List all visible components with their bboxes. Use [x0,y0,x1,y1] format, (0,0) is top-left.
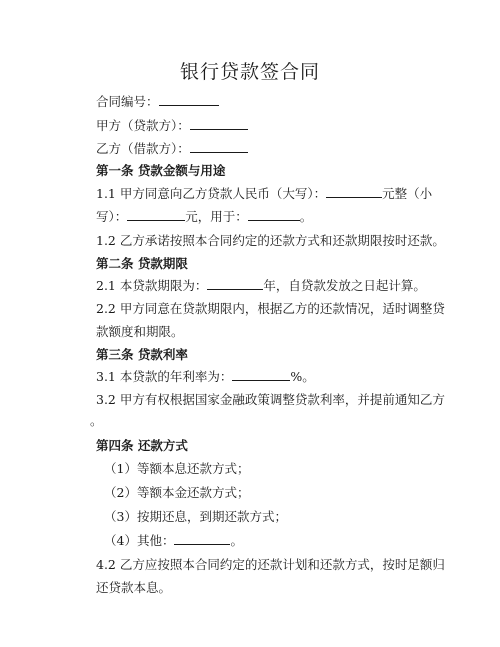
party-b-label: 乙方（借款方）： [96,141,190,156]
contract-number-blank[interactable] [159,93,219,106]
article-4-clause-2-line-1: 4.2 乙方应按照本合同约定的还款计划和还款方式，按时足额归 [96,557,445,572]
party-a-label: 甲方（贷款方）： [96,118,190,133]
party-b-blank[interactable] [190,140,248,153]
clause-text: 写）： [96,209,128,224]
article-2-clause-2-line-1: 2.2 甲方同意在贷款期限内，根据乙方的还款情况，适时调整贷 [96,301,445,316]
purpose-blank[interactable] [248,208,300,221]
amount-figures-blank[interactable] [127,208,185,221]
clause-text: 元，用于： [185,209,248,224]
article-3-heading: 第三条 贷款利率 [96,347,188,362]
interest-rate-blank[interactable] [232,368,290,381]
party-b-line [96,140,436,158]
repayment-option-2: （2）等额本金还款方式； [104,485,250,500]
contract-number-line [96,93,436,111]
clause-text: 。 [230,533,243,548]
term-years-blank[interactable] [207,277,263,290]
clause-text: 1.1 甲方同意向乙方贷款人民币（大写）： [96,186,327,201]
article-2-clause-2-line-2: 款额度和期限。 [96,324,184,339]
clause-text: 年，自贷款发放之日起计算。 [263,278,426,293]
amount-words-blank[interactable] [326,185,382,198]
article-3-clause-2-line-2: 。 [90,413,103,428]
article-1-clause-1-line-1 [96,185,436,203]
article-3-clause-2-line-1: 3.2 甲方有权根据国家金融政策调整贷款利率，并提前通知乙方 [96,392,445,407]
other-method-blank[interactable] [174,532,230,545]
article-4-clause-2-line-2: 还贷款本息。 [96,580,172,595]
clause-text: 3.1 本贷款的年利率为： [96,369,233,384]
clause-text: （4）其他： [104,533,175,548]
article-2-clause-1 [96,277,436,295]
contract-number-label: 合同编号： [96,94,159,109]
repayment-option-3: （3）按期还息，到期还款方式； [104,509,287,524]
article-1-heading: 第一条 贷款金额与用途 [96,163,226,178]
article-2-heading: 第二条 贷款期限 [96,256,188,271]
repayment-option-1: （1）等额本息还款方式； [104,461,250,476]
clause-text: %。 [290,369,315,384]
party-a-blank[interactable] [190,117,248,130]
clause-text: 2.1 本贷款期限为： [96,278,208,293]
article-4-heading: 第四条 还款方式 [96,438,188,453]
article-1-clause-1-line-2 [96,208,436,226]
article-3-clause-1 [96,368,436,386]
clause-text: 元整（小 [382,186,433,201]
clause-text: 。 [299,209,313,224]
document-title: 银行贷款签合同 [179,61,320,83]
party-a-line [96,117,436,135]
article-1-clause-2: 1.2 乙方承诺按照本合同约定的还款方式和还款期限按时还款。 [96,233,445,248]
repayment-option-4 [104,532,444,550]
